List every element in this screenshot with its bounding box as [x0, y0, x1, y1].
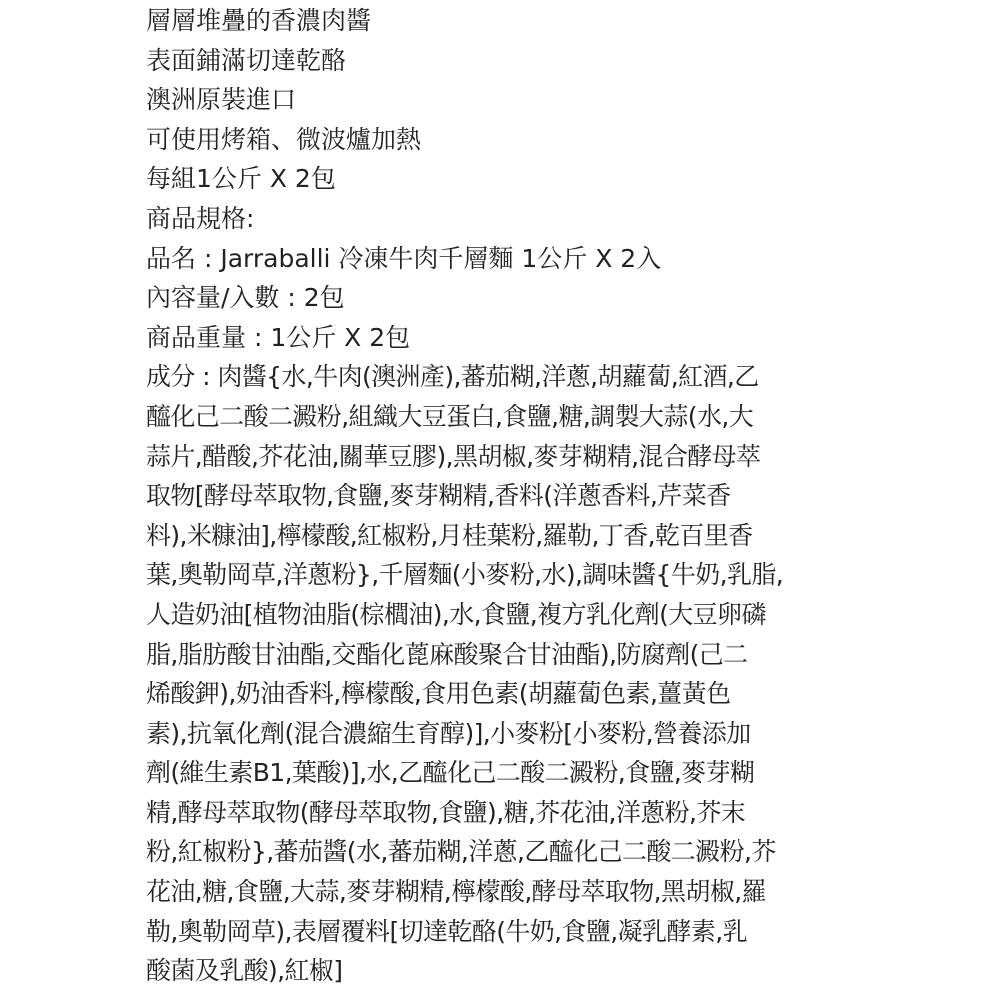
specs-heading: 商品規格: [146, 203, 255, 233]
ingredients-line: 成分 : 肉醬{水,牛肉(澳洲產),蕃茄糊,洋蔥,胡蘿蔔,紅酒,乙 [146, 362, 759, 392]
ingredients-line: 料),米糠油],檸檬酸,紅椒粉,月桂葉粉,羅勒,丁香,乾百里香 [146, 520, 753, 550]
highlights-section [146, 1, 866, 199]
ingredients-line: 酸菌及乳酸),紅椒] [146, 956, 343, 986]
ingredients-line: 素),抗氧化劑(混合濃縮生育醇)],小麥粉[小麥粉,營養添加 [146, 718, 751, 748]
highlight-line: 澳洲原裝進口 [146, 85, 297, 115]
ingredients-line: 脂,脂肪酸甘油酯,交酯化蓖麻酸聚合甘油酯),防腐劑(己二 [146, 639, 748, 669]
ingredients-line: 蒜片,醋酸,芥花油,關華豆膠),黑胡椒,麥芽糊精,混合酵母萃 [146, 441, 761, 471]
highlight-line: 表面鋪滿切達乾酪 [146, 45, 347, 75]
ingredients-line: 葉,奧勒岡草,洋蔥粉},千層麵(小麥粉,水),調味醬{牛奶,乳脂, [146, 560, 784, 590]
ingredients-line: 醯化己二酸二澱粉,組織大豆蛋白,食鹽,糖,調製大蒜(水,大 [146, 401, 754, 431]
highlight-line: 可使用烤箱、微波爐加熱 [146, 124, 422, 154]
ingredients-line: 取物[酵母萃取物,食鹽,麥芽糊精,香料(洋蔥香料,芹菜香 [146, 481, 731, 511]
spec-product-name: 品名 : Jarraballi 冷凍牛肉千層麵 1公斤 X 2入 [146, 243, 662, 273]
ingredients-line: 精,酵母萃取物(酵母萃取物,食鹽),糖,芥花油,洋蔥粉,芥末 [146, 797, 746, 827]
ingredients-line: 人造奶油[植物油脂(棕櫚油),水,食鹽,複方乳化劑(大豆卵磷 [146, 599, 766, 629]
spec-quantity: 內容量/入數 : 2包 [146, 283, 345, 313]
ingredients-line: 粉,紅椒粉},蕃茄醬(水,蕃茄糊,洋蔥,乙醯化己二酸二澱粉,芥 [146, 837, 776, 867]
highlight-line: 層層堆疊的香濃肉醬 [146, 6, 372, 35]
ingredients-section [146, 357, 866, 991]
ingredients-line: 劑(維生素B1,葉酸)],水,乙醯化己二酸二澱粉,食鹽,麥芽糊 [146, 758, 755, 788]
specs-section [146, 199, 866, 357]
spec-weight: 商品重量 : 1公斤 X 2包 [146, 322, 411, 352]
ingredients-line: 花油,糖,食鹽,大蒜,麥芽糊精,檸檬酸,酵母萃取物,黑胡椒,羅 [146, 877, 766, 907]
product-description [146, 1, 866, 991]
highlight-line: 每組1公斤 X 2包 [146, 164, 336, 194]
ingredients-line: 勒,奧勒岡草),表層覆料[切達乾酪(牛奶,食鹽,凝乳酵素,乳 [146, 916, 747, 946]
ingredients-line: 烯酸鉀),奶油香料,檸檬酸,食用色素(胡蘿蔔色素,薑黃色 [146, 679, 731, 709]
